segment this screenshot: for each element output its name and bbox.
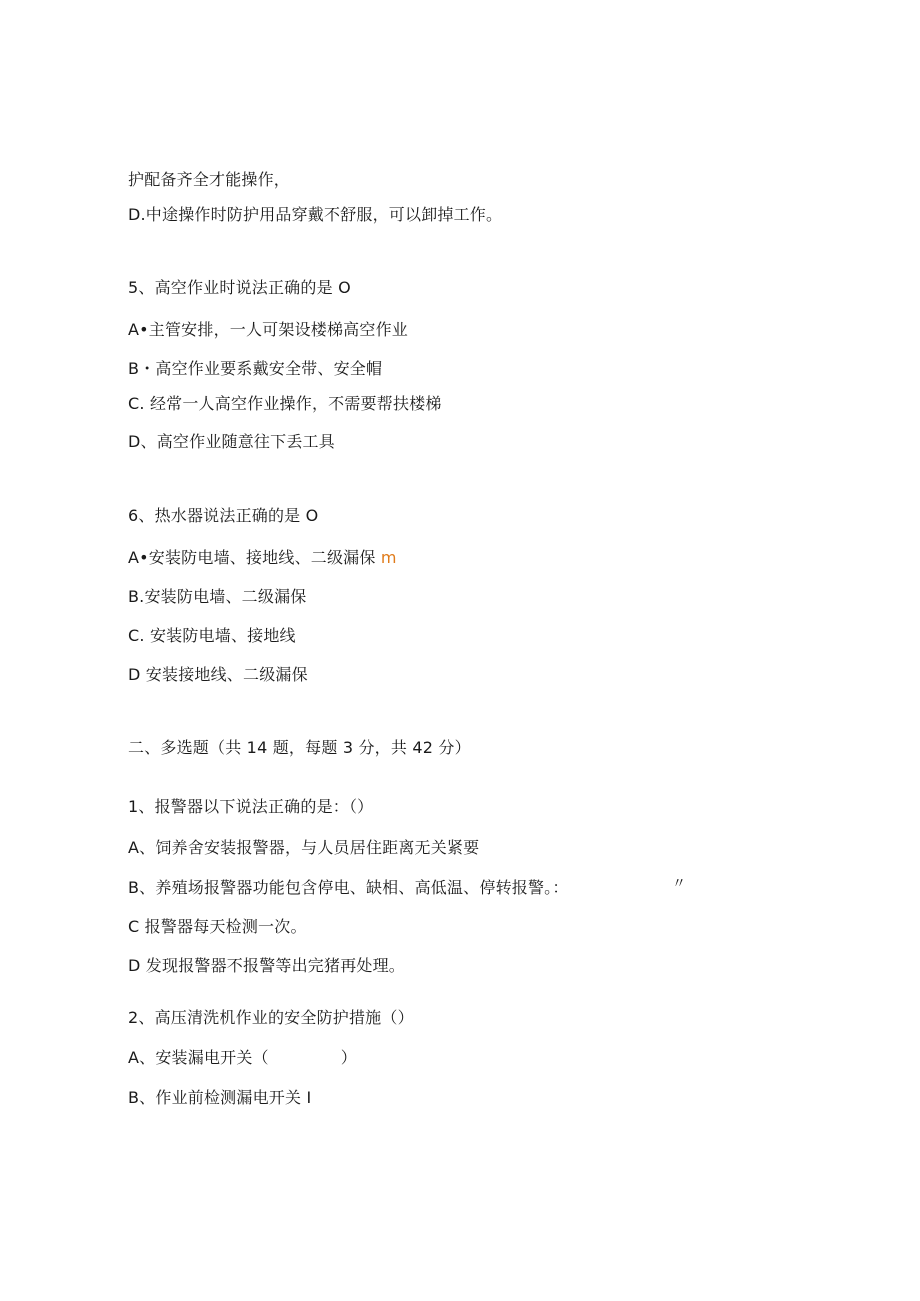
multi-question-2-option-a-text: A、安装漏电开关（ <box>128 1048 269 1067</box>
section-2-title: 二、多选题（共 14 题，每题 3 分，共 42 分） <box>128 738 471 757</box>
multi-question-2-stem: 2、高压清洗机作业的安全防护措施（） <box>128 1008 414 1027</box>
multi-question-2-option-b: B、作业前检测漏电开关 I <box>128 1088 312 1107</box>
question-5-option-d: D、高空作业随意往下丢工具 <box>128 432 335 451</box>
question-5-option-a: A•主管安排，一人可架设楼梯高空作业 <box>128 320 408 339</box>
multi-question-2-option-a <box>128 1048 357 1068</box>
question-6-option-a <box>128 548 397 568</box>
multi-question-1-stem: 1、报警器以下说法正确的是：（） <box>128 797 374 816</box>
question-6-option-b: B.安装防电墙、二级漏保 <box>128 587 307 606</box>
question-6-option-c: C. 安装防电墙、接地线 <box>128 626 296 645</box>
question-5-option-c: C. 经常一人高空作业操作，不需要帮扶楼梯 <box>128 394 442 413</box>
continuation-line-1: 护配备齐全才能操作， <box>128 170 291 189</box>
question-6-option-a-mark: m <box>380 548 397 567</box>
stray-mark: 〃 <box>672 876 686 892</box>
multi-question-1-option-b: B、养殖场报警器功能包含停电、缺相、高低温、停转报警。： <box>128 878 569 897</box>
question-6-option-a-text: A•安装防电墙、接地线、二级漏保 <box>128 548 376 567</box>
question-5-stem: 5、高空作业时说法正确的是 O <box>128 278 351 297</box>
answer-blank-close-paren: ） <box>340 1048 357 1067</box>
multi-question-1-option-a: A、饲养舍安装报警器，与人员居住距离无关紧要 <box>128 838 480 857</box>
option-d-continuation: D.中途操作时防护用品穿戴不舒服，可以卸掉工作。 <box>128 205 503 224</box>
question-5-option-b: B・高空作业要系戴安全带、安全帽 <box>128 359 383 378</box>
question-6-stem: 6、热水器说法正确的是 O <box>128 506 319 525</box>
multi-question-1-option-c: C 报警器每天检测一次。 <box>128 917 307 936</box>
question-6-option-d: D 安装接地线、二级漏保 <box>128 665 308 684</box>
multi-question-1-option-d: D 发现报警器不报警等出完猪再处理。 <box>128 956 406 975</box>
